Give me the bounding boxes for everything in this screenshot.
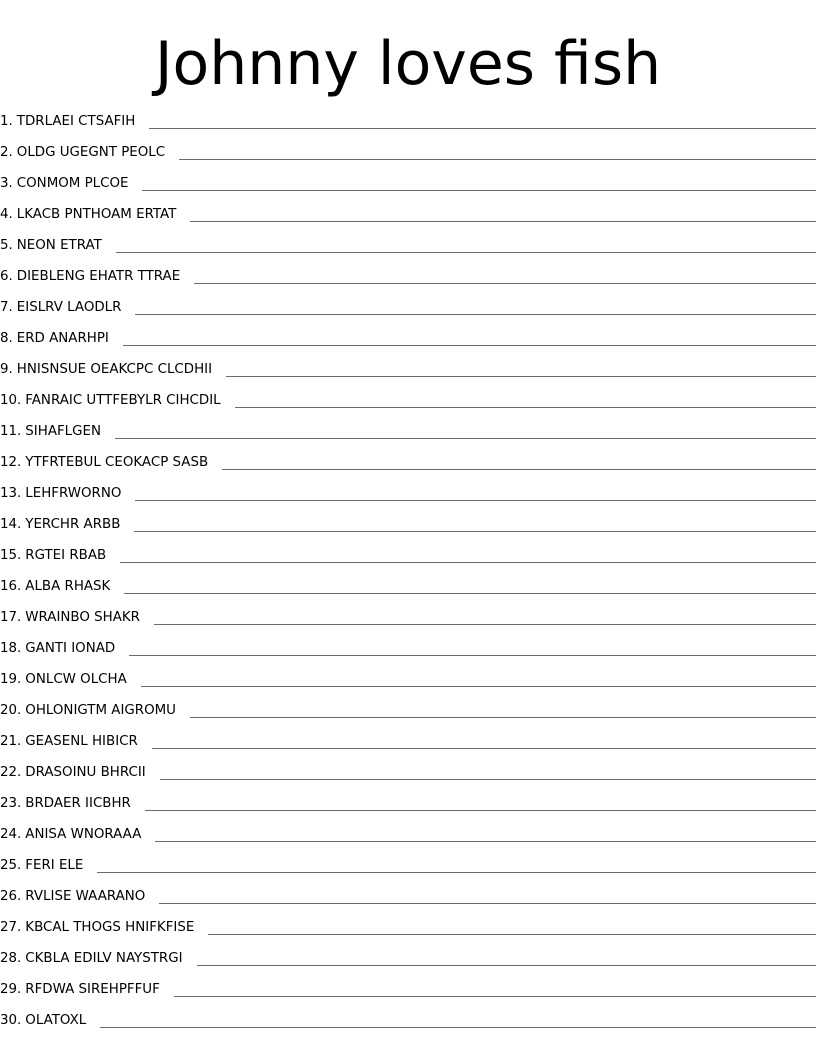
answer-blank[interactable] [135,300,816,315]
answer-blank[interactable] [152,734,816,749]
answer-blank[interactable] [226,362,816,377]
answer-blank[interactable] [129,641,816,656]
scrambled-word: TDRLAEI CTSAFIH [16,114,136,129]
answer-blank[interactable] [194,269,816,284]
scrambled-clue [0,455,208,471]
item-number: 27. [0,920,22,935]
list-item [0,912,816,943]
scrambled-clue [0,269,180,285]
scrambled-clue [0,393,221,409]
answer-blank[interactable] [208,920,816,935]
scrambled-word: YERCHR ARBB [25,517,121,532]
scrambled-word: HNISNSUE OEAKCPC CLCDHII [16,362,213,377]
answer-blank[interactable] [190,703,816,718]
scrambled-clue [0,331,109,347]
item-number: 11. [0,424,22,439]
item-number: 7. [0,300,13,315]
answer-blank[interactable] [124,579,816,594]
scrambled-clue [0,207,176,223]
item-number: 18. [0,641,22,656]
scrambled-word: ALBA RHASK [25,579,111,594]
scrambled-word: EISLRV LAODLR [16,300,122,315]
answer-blank[interactable] [155,827,816,842]
answer-blank[interactable] [141,672,816,687]
answer-blank[interactable] [160,765,816,780]
scrambled-word: CKBLA EDILV NAYSTRGI [25,951,183,966]
list-item [0,106,816,137]
item-number: 14. [0,517,22,532]
answer-blank[interactable] [154,610,816,625]
scrambled-clue [0,982,160,998]
list-item [0,292,816,323]
scrambled-clue [0,703,176,719]
list-item [0,354,816,385]
scrambled-clue [0,579,110,595]
scrambled-clue [0,920,194,936]
answer-blank[interactable] [149,114,816,129]
item-number: 16. [0,579,22,594]
item-number: 6. [0,269,13,284]
scrambled-clue [0,951,183,967]
scrambled-clue [0,858,83,874]
scrambled-word: NEON ETRAT [16,238,102,253]
answer-blank[interactable] [235,393,816,408]
item-number: 2. [0,145,13,160]
item-number: 25. [0,858,22,873]
item-number: 22. [0,765,22,780]
scrambled-clue [0,300,121,316]
scrambled-word: OHLONIGTM AIGROMU [25,703,176,718]
scrambled-clue [0,889,145,905]
list-item [0,540,816,571]
item-number: 21. [0,734,22,749]
scrambled-word: KBCAL THOGS HNIFKFISE [25,920,195,935]
scrambled-word: LKACB PNTHOAM ERTAT [16,207,177,222]
answer-blank[interactable] [123,331,816,346]
list-item [0,1005,816,1036]
list-item [0,602,816,633]
list-item [0,757,816,788]
scrambled-word: FANRAIC UTTFEBYLR CIHCDIL [25,393,221,408]
answer-blank[interactable] [142,176,816,191]
list-item [0,478,816,509]
scrambled-word: WRAINBO SHAKR [25,610,140,625]
scrambled-clue [0,424,101,440]
word-scramble-list [0,106,816,1036]
scrambled-clue [0,145,165,161]
answer-blank[interactable] [145,796,816,811]
scrambled-clue [0,114,135,130]
scrambled-word: OLDG UGEGNT PEOLC [16,145,166,160]
scrambled-clue [0,176,128,192]
list-item [0,664,816,695]
list-item [0,509,816,540]
list-item [0,447,816,478]
answer-blank[interactable] [97,858,816,873]
answer-blank[interactable] [179,145,816,160]
scrambled-clue [0,1013,86,1029]
item-number: 12. [0,455,22,470]
scrambled-clue [0,734,138,750]
scrambled-word: CONMOM PLCOE [16,176,129,191]
list-item [0,881,816,912]
item-number: 5. [0,238,13,253]
item-number: 26. [0,889,22,904]
answer-blank[interactable] [190,207,816,222]
answer-blank[interactable] [100,1013,816,1028]
answer-blank[interactable] [174,982,816,997]
answer-blank[interactable] [135,486,816,501]
scrambled-clue [0,486,121,502]
answer-blank[interactable] [159,889,816,904]
scrambled-clue [0,610,140,626]
scrambled-word: DRASOINU BHRCII [25,765,146,780]
answer-blank[interactable] [116,238,816,253]
scrambled-clue [0,796,131,812]
list-item [0,261,816,292]
scrambled-clue [0,672,127,688]
item-number: 28. [0,951,22,966]
answer-blank[interactable] [120,548,816,563]
list-item [0,850,816,881]
item-number: 19. [0,672,22,687]
page-title: Johnny loves fish [154,29,662,99]
item-number: 15. [0,548,22,563]
list-item [0,168,816,199]
scrambled-clue [0,517,120,533]
list-item [0,571,816,602]
scrambled-clue [0,641,115,657]
list-item [0,137,816,168]
list-item [0,199,816,230]
list-item [0,695,816,726]
scrambled-word: BRDAER IICBHR [25,796,131,811]
list-item [0,788,816,819]
item-number: 24. [0,827,22,842]
scrambled-word: SIHAFLGEN [25,424,101,439]
list-item [0,974,816,1005]
scrambled-word: GANTI IONAD [25,641,116,656]
answer-blank[interactable] [134,517,816,532]
scrambled-word: ANISA WNORAAA [25,827,142,842]
item-number: 20. [0,703,22,718]
scrambled-word: ONLCW OLCHA [25,672,127,687]
scrambled-word: ERD ANARHPI [16,331,109,346]
answer-blank[interactable] [197,951,816,966]
scrambled-clue [0,765,146,781]
list-item [0,385,816,416]
scrambled-word: RGTEI RBAB [25,548,107,563]
scrambled-word: RVLISE WAARANO [25,889,146,904]
scrambled-clue [0,548,106,564]
answer-blank[interactable] [115,424,816,439]
item-number: 13. [0,486,22,501]
scrambled-word: OLATOXL [25,1013,87,1028]
list-item [0,633,816,664]
item-number: 17. [0,610,22,625]
list-item [0,323,816,354]
item-number: 4. [0,207,13,222]
scrambled-word: DIEBLENG EHATR TTRAE [16,269,181,284]
item-number: 8. [0,331,13,346]
item-number: 10. [0,393,22,408]
scrambled-word: LEHFRWORNO [25,486,122,501]
scrambled-word: RFDWA SIREHPFFUF [25,982,160,997]
list-item [0,230,816,261]
item-number: 1. [0,114,13,129]
scrambled-word: FERI ELE [25,858,84,873]
item-number: 29. [0,982,22,997]
item-number: 9. [0,362,13,377]
scrambled-clue [0,362,212,378]
item-number: 30. [0,1013,22,1028]
item-number: 23. [0,796,22,811]
list-item [0,416,816,447]
scrambled-word: GEASENL HIBICR [25,734,138,749]
item-number: 3. [0,176,13,191]
list-item [0,726,816,757]
answer-blank[interactable] [222,455,816,470]
scrambled-clue [0,827,141,843]
list-item [0,943,816,974]
list-item [0,819,816,850]
scrambled-clue [0,238,102,254]
scrambled-word: YTFRTEBUL CEOKACP SASB [25,455,209,470]
